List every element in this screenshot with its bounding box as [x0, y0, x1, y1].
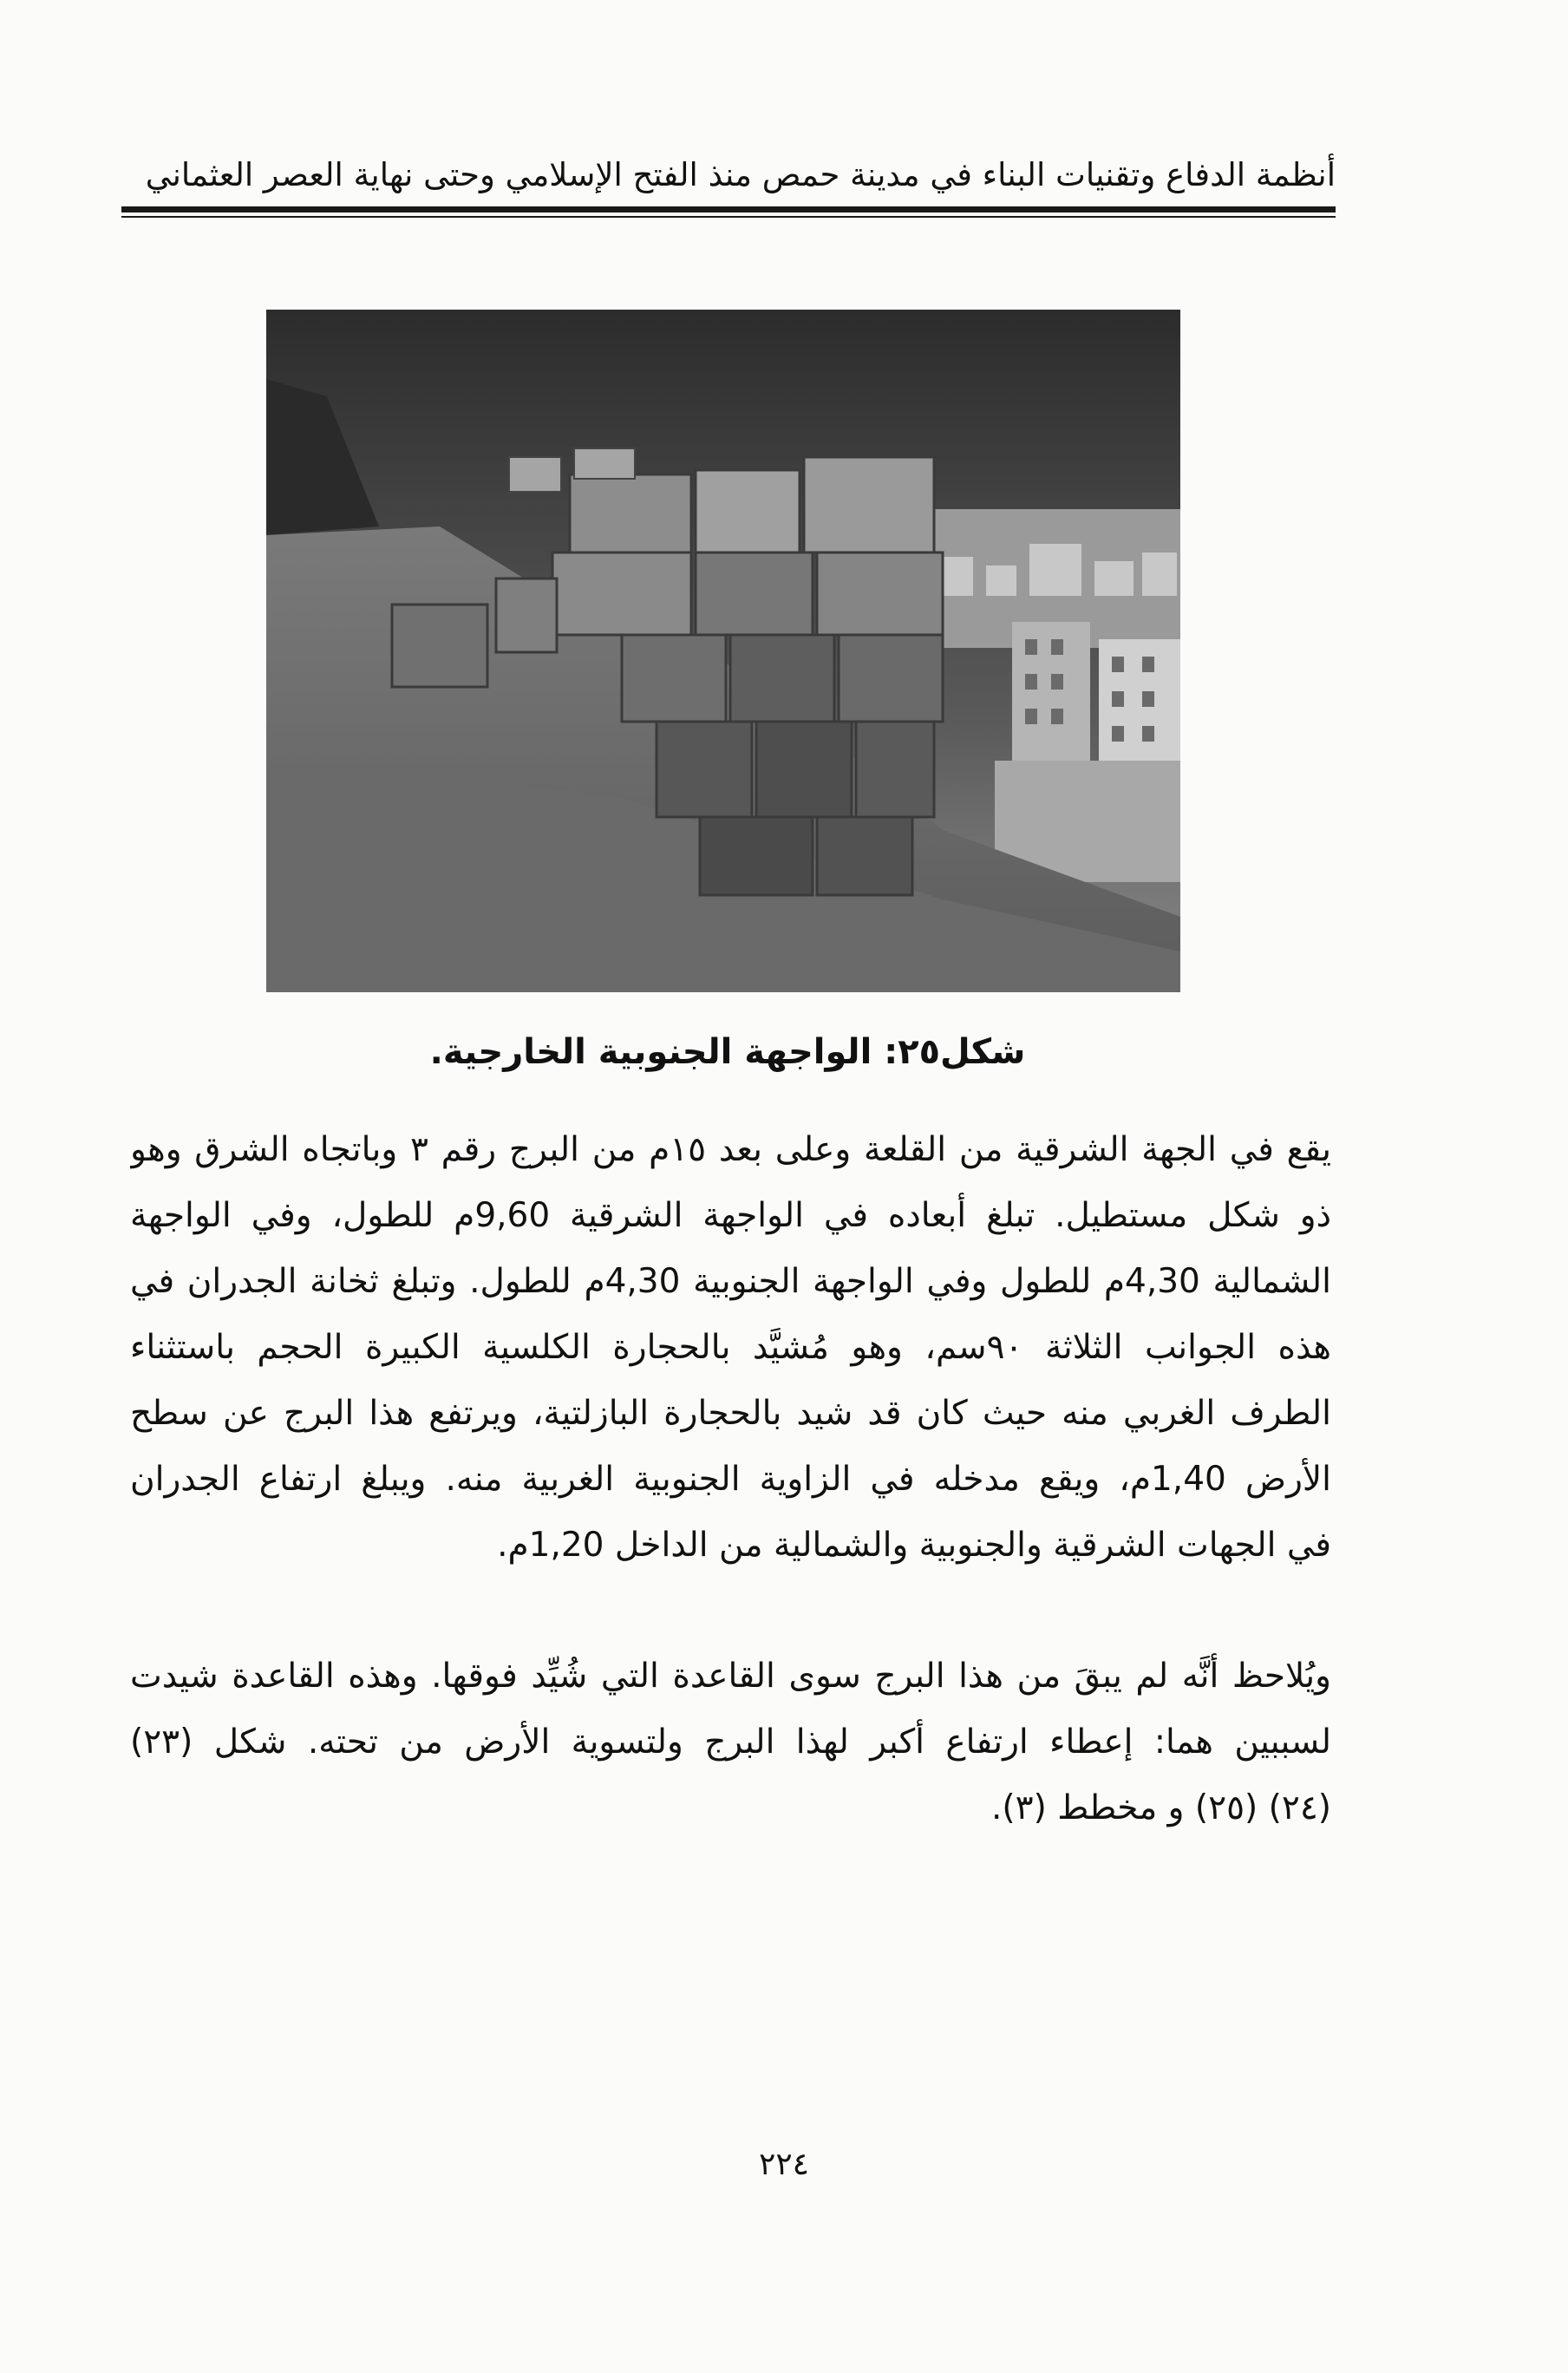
paragraph-1 — [130, 1117, 1331, 1579]
running-header: أنظمة الدفاع وتقنيات البناء في مدينة حمص منذ الفتح الإسلامي وحتى نهاية العصر العثماني — [145, 156, 1336, 193]
text-line: هذه الجوانب الثلاثة ٩٠سم، وهو مُشيَّد بالحجارة الكلسية الكبيرة الحجم باستثناء — [130, 1328, 1331, 1367]
header-rule — [121, 206, 1336, 212]
text-line: الشمالية 4,30م للطول وفي الواجهة الجنوبية 4,30م للطول. وتبلغ ثخانة الجدران في — [130, 1262, 1331, 1301]
text-line: ذو شكل مستطيل. تبلغ أبعاده في الواجهة الشرقية 9,60م للطول، وفي الواجهة — [130, 1196, 1331, 1235]
page-number: ٢٢٤ — [758, 2147, 809, 2182]
text-line: (٢٤) (٢٥) و مخطط (٣). — [991, 1788, 1331, 1827]
figure-caption: شكل٢٥: الواجهة الجنوبية الخارجية. — [429, 1032, 1026, 1072]
text-line: الأرض 1,40م، ويقع مدخله في الزاوية الجنوبية الغربية منه. ويبلغ ارتفاع الجدران — [130, 1460, 1331, 1499]
text-line: ويُلاحظ أنَّه لم يبقَ من هذا البرج سوى القاعدة التي شُيِّد فوقها. وهذه القاعدة شيدت — [130, 1657, 1331, 1696]
paragraph-2 — [130, 1644, 1331, 1841]
text-line: يقع في الجهة الشرقية من القلعة وعلى بعد ١٥م من البرج رقم ٣ وباتجاه الشرق وهو — [130, 1130, 1331, 1169]
text-line: لسببين هما: إعطاء ارتفاع أكبر لهذا البرج ولتسوية الأرض من تحته. شكل (٢٣) — [130, 1723, 1331, 1762]
text-line: في الجهات الشرقية والجنوبية والشمالية من الداخل 1,20م. — [497, 1526, 1331, 1565]
text-line: الطرف الغربي منه حيث كان قد شيد بالحجارة البازلتية، ويرتفع هذا البرج عن سطح — [130, 1394, 1331, 1433]
header-rule-thin — [121, 216, 1336, 218]
photo-illustration — [266, 310, 1180, 992]
tower-photograph — [266, 310, 1180, 992]
